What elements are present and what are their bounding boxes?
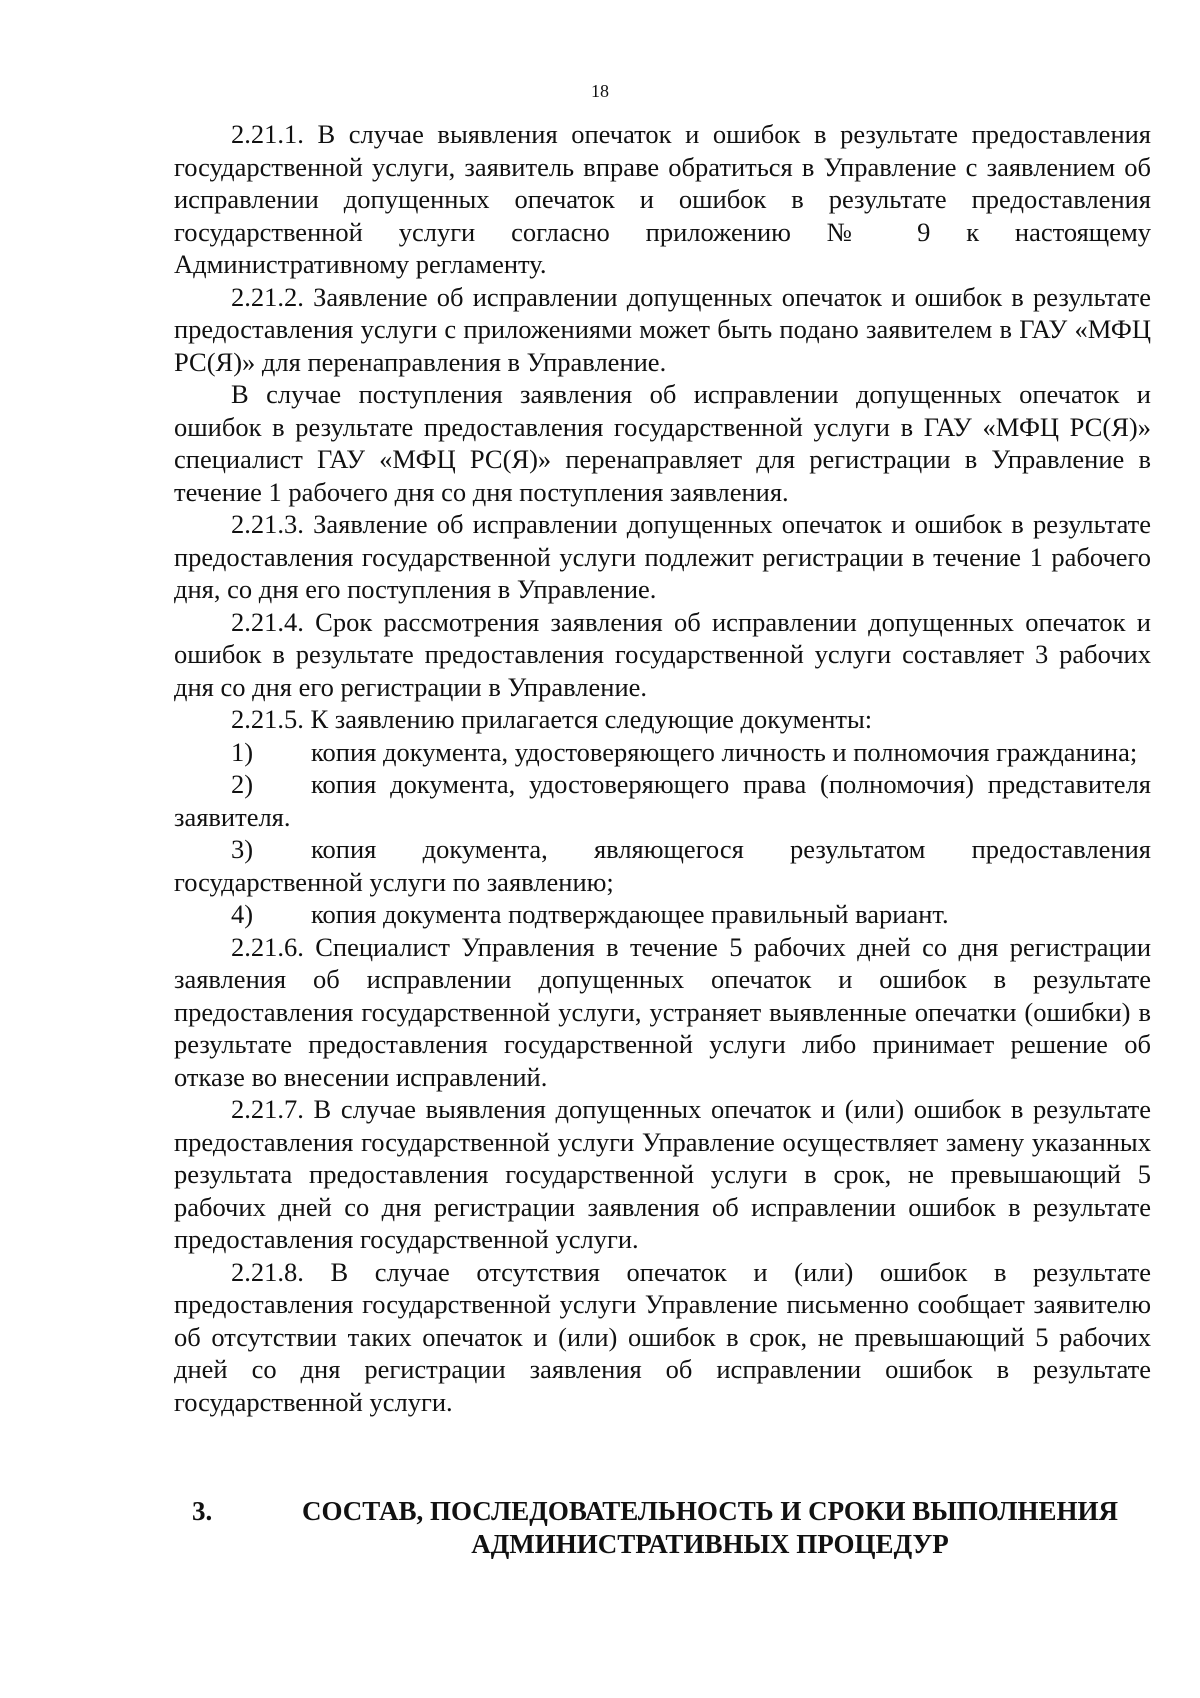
paragraph-2-21-1: 2.21.1. В случае выявления опечаток и ошибок в результате предоставления государственной услуги, заявитель вправе обратиться в Управление с заявлением об исправлении допущенных опечаток и ошибок в результате предоставления государственной услуги согласно приложению № 9 к настоящему Административному регламенту.: [174, 119, 1151, 279]
list-item-number: 1): [231, 736, 254, 767]
list-item-number: 2): [231, 769, 254, 799]
paragraph-2-21-2: 2.21.2. Заявление об исправлении допущенных опечаток и ошибок в результате предоставления услуги с приложениями может быть подано заявителем в ГАУ «МФЦ РС(Я)» для перенаправления в Управление.: [174, 281, 1151, 377]
list-item-text: копия документа, удостоверяющего личность и полномочия гражданина;: [311, 736, 1138, 767]
section-title: СОСТАВ, ПОСЛЕДОВАТЕЛЬНОСТЬ И СРОКИ ВЫПОЛНЕНИЯ АДМИНИСТРАТИВНЫХ ПРОЦЕДУР: [301, 1496, 1119, 1559]
list-item-text: копия документа подтверждающее правильный вариант.: [311, 899, 949, 929]
document-body: [174, 118, 1151, 1418]
list-item-text: копия документа, удостоверяющего права (полномочия) представителя заявителя.: [174, 769, 1151, 832]
list-item-text: копия документа, являющегося результатом предоставления государственной услуги по заявлению;: [174, 834, 1151, 897]
paragraph-2-21-3: 2.21.3. Заявление об исправлении допущенных опечаток и ошибок в результате предоставления государственной услуги подлежит регистрации в течение 1 рабочего дня, со дня его поступления в Управление.: [174, 509, 1151, 604]
paragraph-2-21-7: 2.21.7. В случае выявления допущенных опечаток и (или) ошибок в результате предоставления государственной услуги Управление осуществляет замену указанных результата предоставления государственной услуги в срок, не превышающий 5 рабочих дней со дня регистрации заявления об исправлении ошибок в результате предоставления государственной услуги.: [174, 1094, 1151, 1254]
list-item: [174, 736, 1151, 769]
paragraph-2-21-5: 2.21.5. К заявлению прилагается следующие документы:: [231, 704, 873, 734]
section-number: 3.: [192, 1496, 213, 1526]
section-heading: [174, 1495, 1151, 1561]
list-item: [174, 768, 1151, 833]
page-number: 18: [591, 81, 609, 101]
paragraph-2-21-8: 2.21.8. В случае отсутствия опечаток и (или) ошибок в результате предоставления государственной услуги Управление письменно сообщает заявителю об отсутствии таких опечаток и (или) ошибок в срок, не превышающий 5 рабочих дней со дня регистрации заявления об исправлении ошибок в результате государственной услуги.: [174, 1256, 1151, 1417]
paragraph-mfc-forwarding: В случае поступления заявления об исправлении допущенных опечаток и ошибок в результате предоставления государственной услуги в ГАУ «МФЦ РС(Я)» специалист ГАУ «МФЦ РС(Я)» перенаправляет для регистрации в Управление в течение 1 рабочего дня со дня поступления заявления.: [174, 379, 1151, 507]
paragraph-2-21-6: 2.21.6. Специалист Управления в течение 5 рабочих дней со дня регистрации заявления об исправлении допущенных опечаток и ошибок в результате предоставления государственной услуги, устраняет выявленные опечатки (ошибки) в результате предоставления государственной услуги либо принимает решение об отказе во внесении исправлений.: [174, 931, 1151, 1092]
list-item-number: 3): [231, 834, 254, 864]
paragraph-2-21-4: 2.21.4. Срок рассмотрения заявления об исправлении допущенных опечаток и ошибок в результате предоставления государственной услуги составляет 3 рабочих дня со дня его регистрации в Управление.: [174, 606, 1151, 702]
list-item-number: 4): [231, 899, 254, 929]
list-item: [174, 833, 1151, 898]
list-item: [174, 898, 1151, 931]
